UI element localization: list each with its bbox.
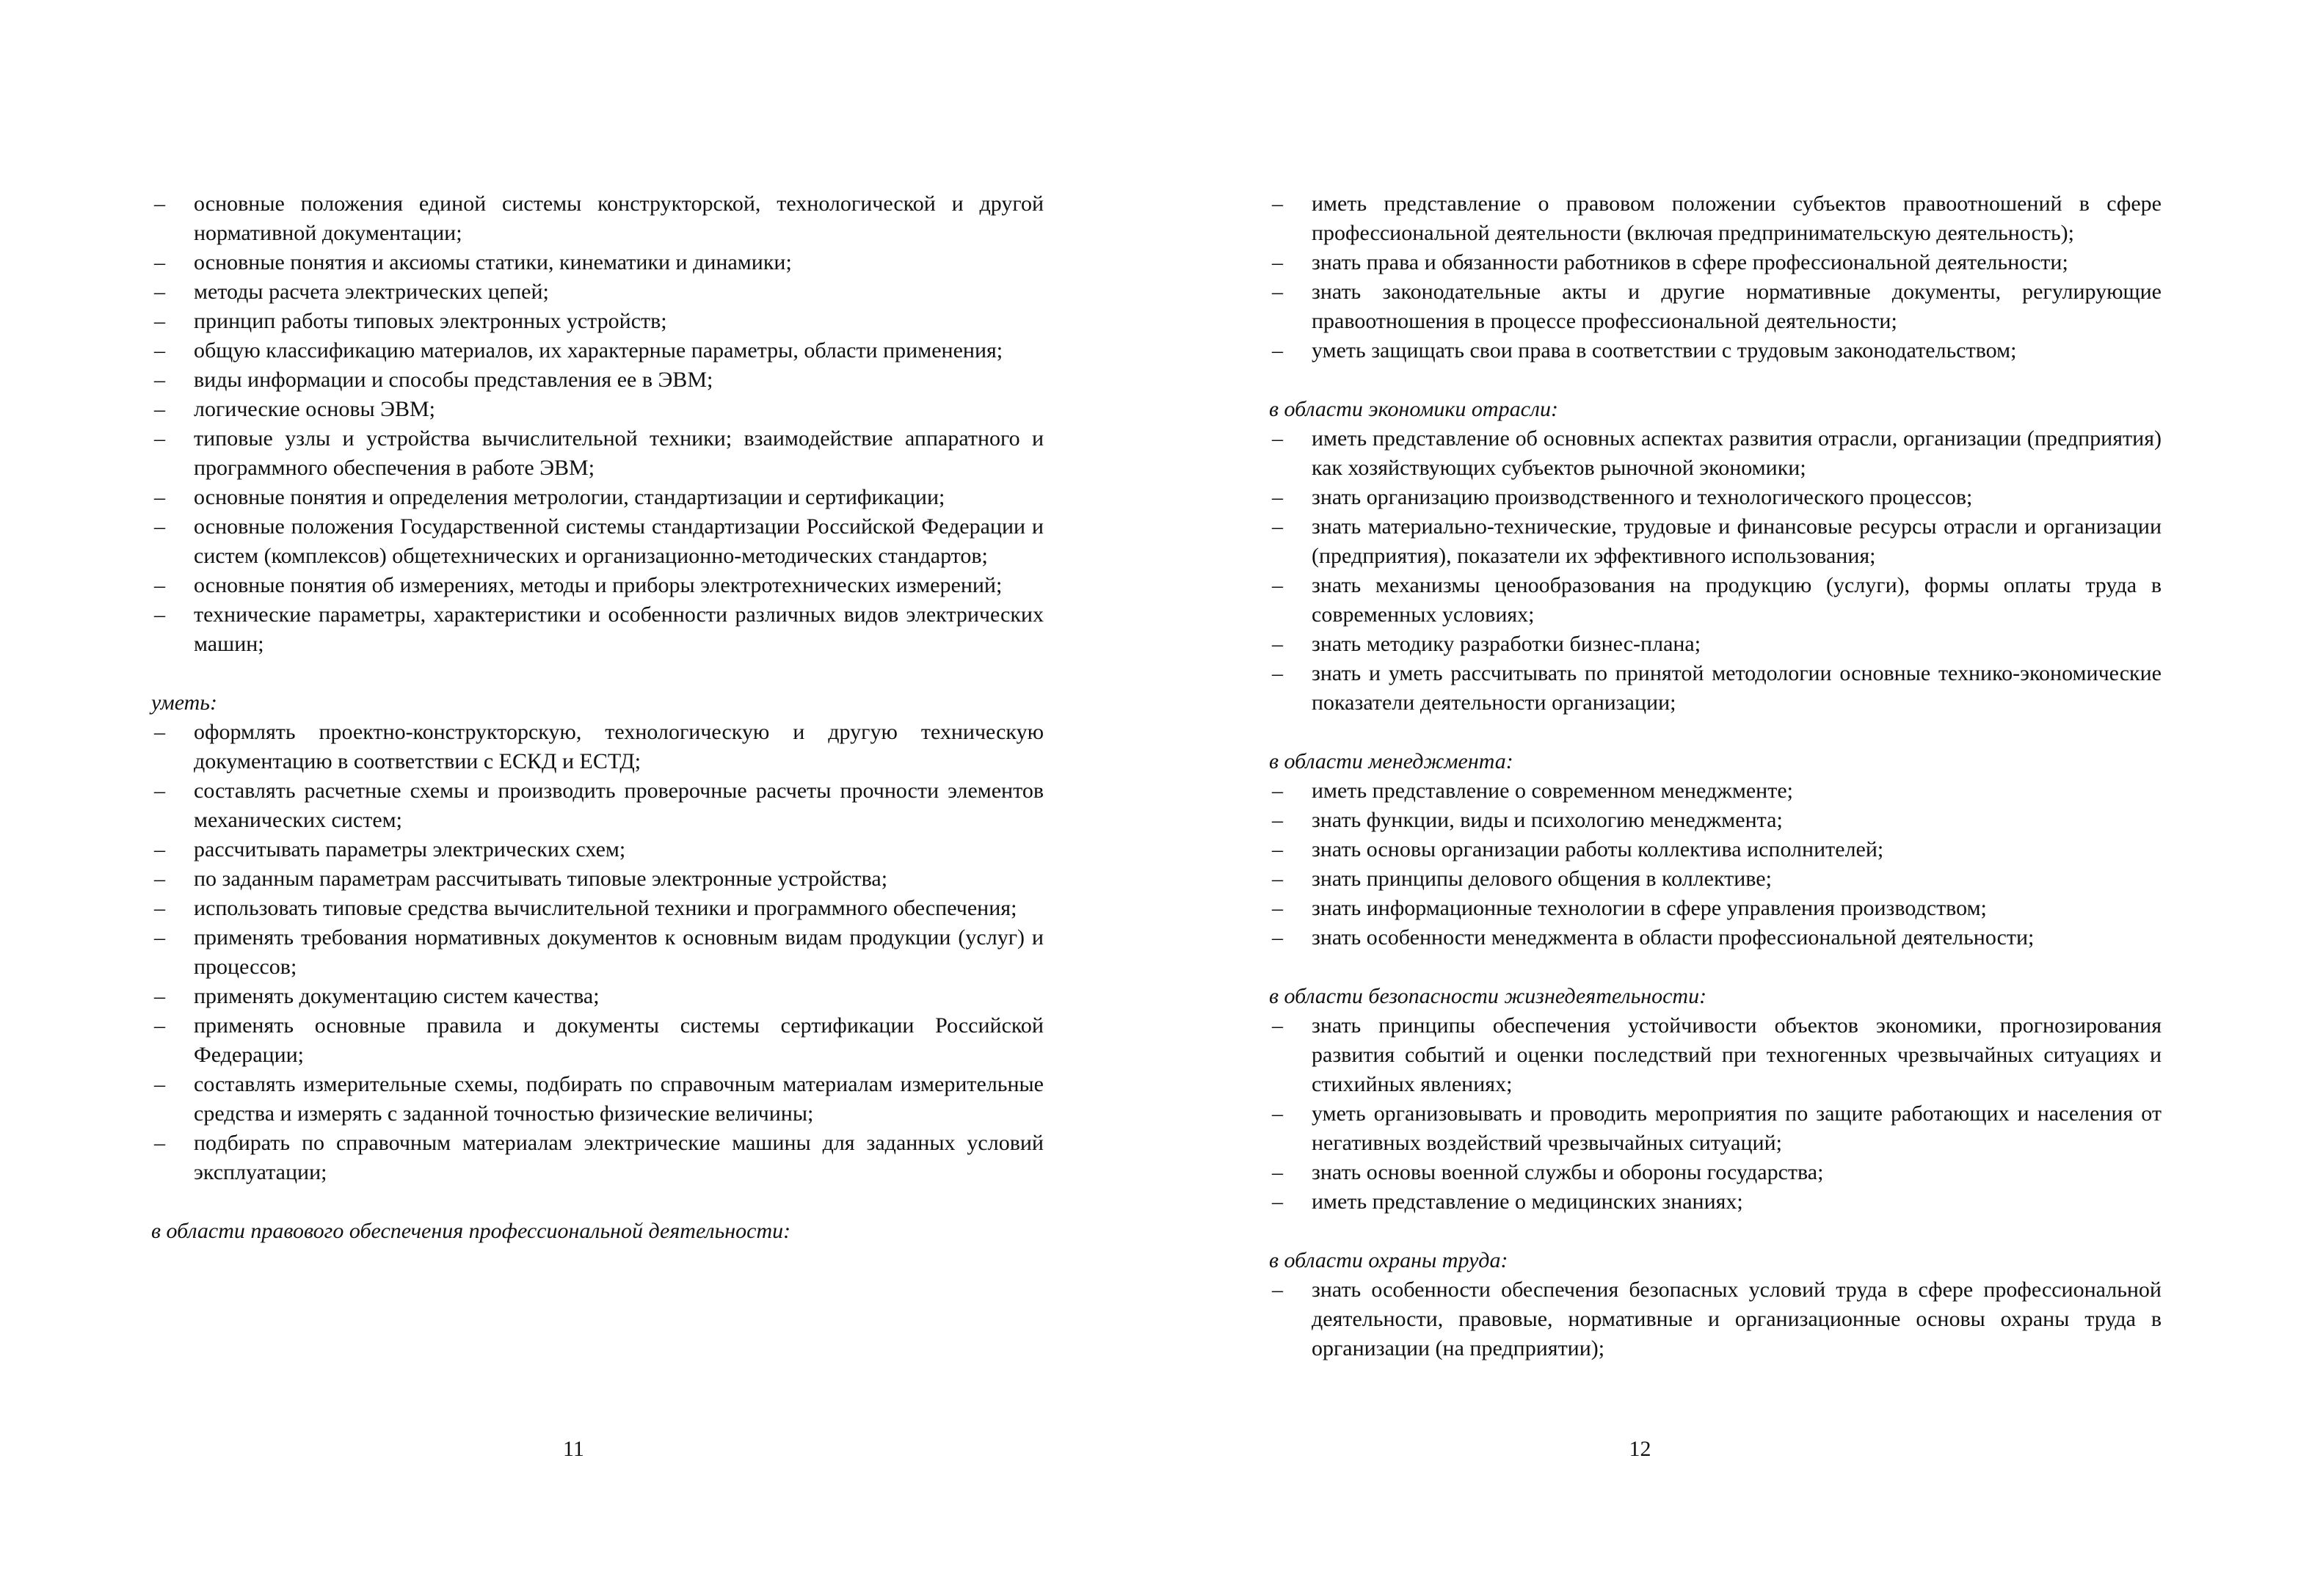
dash-bullet-icon: –: [154, 280, 165, 304]
list-item: [151, 1070, 1044, 1129]
list-item-text: знать материально-технические, трудовые и финансовые ресурсы отрасли и организации (предприятия), показатели их эффективного использования;: [1312, 514, 2162, 568]
list-item-text: использовать типовые средства вычислительной техники и программного обеспечения;: [194, 896, 1017, 920]
dash-bullet-icon: –: [154, 1013, 165, 1038]
page-number-left: 11: [563, 1437, 584, 1461]
list-item-text: виды информации и способы представления ее в ЭВМ;: [194, 368, 713, 392]
list-item-text: основные понятия и определения метрологии, стандартизации и сертификации;: [194, 485, 945, 509]
list-item: [1269, 864, 2162, 894]
section-heading: в области охраны труда:: [1269, 1248, 1508, 1272]
list-item: [151, 424, 1044, 483]
dash-bullet-icon: –: [1272, 192, 1283, 216]
dash-bullet-icon: –: [154, 779, 165, 803]
section-heading: в области менеджмента:: [1269, 749, 1513, 773]
list-item: [1269, 571, 2162, 630]
list-item: [1269, 630, 2162, 659]
dash-bullet-icon: –: [1272, 1189, 1283, 1214]
section-block: [1269, 395, 2162, 718]
section-heading: в области экономики отрасли:: [1269, 397, 1558, 421]
section-heading: в области безопасности жизнедеятельности:: [1269, 984, 1707, 1008]
list-item: [151, 512, 1044, 571]
list-item-text: технические параметры, характеристики и особенности различных видов электрических машин;: [194, 602, 1044, 656]
dash-bullet-icon: –: [154, 573, 165, 597]
list-item-text: знать методику разработки бизнес-плана;: [1312, 632, 1701, 656]
list-item: [151, 307, 1044, 336]
list-item-text: знать основы военной службы и обороны государства;: [1312, 1160, 1824, 1184]
list-item: [1269, 806, 2162, 835]
dash-bullet-icon: –: [154, 368, 165, 392]
list-item: [151, 894, 1044, 923]
list-item: [151, 277, 1044, 307]
list-item: [151, 189, 1044, 248]
dash-bullet-icon: –: [1272, 338, 1283, 362]
list-item: [1269, 835, 2162, 864]
list-item-text: иметь представление об основных аспектах развития отрасли, организации (предприятия) как хозяйствующих субъектов рыночной экономики;: [1312, 426, 2162, 480]
bullet-list: [1269, 189, 2162, 365]
list-item-text: иметь представление о медицинских знаниях;: [1312, 1189, 1743, 1214]
section-block: [1269, 982, 2162, 1217]
dash-bullet-icon: –: [1272, 632, 1283, 656]
list-item: [1269, 1011, 2162, 1099]
dash-bullet-icon: –: [154, 925, 165, 950]
bullet-list: [1269, 1011, 2162, 1217]
list-item: [1269, 248, 2162, 277]
dash-bullet-icon: –: [1272, 514, 1283, 539]
list-item-text: составлять измерительные схемы, подбирать по справочным материалам измерительные средства и измерять с заданной точностью физические величины;: [194, 1072, 1044, 1126]
list-item-text: основные понятия об измерениях, методы и приборы электротехнических измерений;: [194, 573, 1003, 597]
list-item-text: применять требования нормативных документов к основным видам продукции (услуг) и процессов;: [194, 925, 1044, 979]
list-item-text: знать функции, виды и психологию менеджмента;: [1312, 808, 1783, 832]
dash-bullet-icon: –: [154, 192, 165, 216]
list-item: [151, 483, 1044, 512]
page-right: [1156, 0, 2312, 1596]
dash-bullet-icon: –: [154, 1131, 165, 1155]
page-right-content: [1269, 189, 2162, 1363]
dash-bullet-icon: –: [1272, 485, 1283, 509]
list-item-text: иметь представление о правовом положении субъектов правоотношений в сфере профессиональной деятельности (включая предпринимательскую деятельность);: [1312, 192, 2162, 245]
list-item: [151, 1011, 1044, 1070]
dash-bullet-icon: –: [154, 867, 165, 891]
list-item: [151, 923, 1044, 982]
dash-bullet-icon: –: [154, 309, 165, 333]
dash-bullet-icon: –: [154, 514, 165, 539]
dash-bullet-icon: –: [154, 1072, 165, 1096]
dash-bullet-icon: –: [1272, 896, 1283, 920]
list-item: [151, 600, 1044, 659]
section-block: [151, 189, 1044, 659]
section-heading: уметь:: [151, 690, 217, 715]
list-item-text: знать основы организации работы коллектива исполнителей;: [1312, 837, 1884, 861]
list-item: [1269, 512, 2162, 571]
dash-bullet-icon: –: [154, 984, 165, 1008]
dash-bullet-icon: –: [154, 896, 165, 920]
list-item-text: основные положения Государственной системы стандартизации Российской Федерации и систем (комплексов) общетехнических и организационно-методических стандартов;: [194, 514, 1044, 568]
list-item-text: логические основы ЭВМ;: [194, 397, 436, 421]
list-item: [1269, 1187, 2162, 1217]
list-item: [1269, 189, 2162, 248]
dash-bullet-icon: –: [1272, 1160, 1283, 1184]
list-item-text: иметь представление о современном менеджменте;: [1312, 779, 1793, 803]
list-item: [151, 776, 1044, 835]
dash-bullet-icon: –: [154, 602, 165, 627]
dash-bullet-icon: –: [1272, 867, 1283, 891]
list-item: [151, 336, 1044, 365]
list-item-text: знать организацию производственного и технологического процессов;: [1312, 485, 1973, 509]
dash-bullet-icon: –: [1272, 779, 1283, 803]
list-item-text: принцип работы типовых электронных устройств;: [194, 309, 667, 333]
section-block: [1269, 189, 2162, 365]
list-item-text: по заданным параметрам рассчитывать типовые электронные устройства;: [194, 867, 888, 891]
list-item-text: знать законодательные акты и другие нормативные документы, регулирующие правоотношения в процессе профессиональной деятельности;: [1312, 280, 2162, 333]
list-item: [151, 395, 1044, 424]
bullet-list: [151, 718, 1044, 1187]
dash-bullet-icon: –: [1272, 1278, 1283, 1302]
dash-bullet-icon: –: [1272, 280, 1283, 304]
list-item: [1269, 923, 2162, 952]
section-block: [1269, 1246, 2162, 1363]
list-item-text: знать и уметь рассчитывать по принятой методологии основные технико-экономические показатели деятельности организации;: [1312, 661, 2162, 715]
dash-bullet-icon: –: [1272, 1101, 1283, 1126]
list-item: [151, 718, 1044, 776]
list-item-text: типовые узлы и устройства вычислительной техники; взаимодействие аппаратного и программного обеспечения в работе ЭВМ;: [194, 426, 1044, 480]
dash-bullet-icon: –: [154, 426, 165, 451]
list-item-text: оформлять проектно-конструкторскую, технологическую и другую техническую документацию в соответствии с ЕСКД и ЕСТД;: [194, 720, 1044, 773]
list-item-text: знать права и обязанности работников в сфере профессиональной деятельности;: [1312, 250, 2068, 274]
list-item-text: рассчитывать параметры электрических схем;: [194, 837, 626, 861]
list-item-text: уметь организовывать и проводить мероприятия по защите работающих и населения от негативных воздействий чрезвычайных ситуаций;: [1312, 1101, 2162, 1155]
list-item: [1269, 894, 2162, 923]
dash-bullet-icon: –: [1272, 837, 1283, 861]
list-item: [1269, 1099, 2162, 1158]
list-item: [151, 835, 1044, 864]
list-item: [151, 571, 1044, 600]
bullet-list: [1269, 424, 2162, 718]
list-item: [151, 864, 1044, 894]
dash-bullet-icon: –: [1272, 1013, 1283, 1038]
list-item-text: применять основные правила и документы системы сертификации Российской Федерации;: [194, 1013, 1044, 1067]
list-item-text: знать особенности обеспечения безопасных условий труда в сфере профессиональной деятельности, правовые, нормативные и организационные основы охраны труда в организации (на предприятии);: [1312, 1278, 2162, 1360]
section-block: [151, 688, 1044, 1187]
page-number-right: 12: [1629, 1437, 1651, 1461]
list-item-text: методы расчета электрических цепей;: [194, 280, 549, 304]
list-item-text: применять документацию систем качества;: [194, 984, 600, 1008]
list-item: [1269, 1275, 2162, 1363]
list-item: [151, 248, 1044, 277]
bullet-list: [1269, 776, 2162, 952]
list-item: [151, 365, 1044, 395]
list-item-text: знать информационные технологии в сфере управления производством;: [1312, 896, 1987, 920]
list-item-text: знать особенности менеджмента в области профессиональной деятельности;: [1312, 925, 2035, 950]
section-heading: в области правового обеспечения профессиональной деятельности:: [151, 1219, 791, 1243]
list-item-text: знать принципы делового общения в коллективе;: [1312, 867, 1772, 891]
dash-bullet-icon: –: [154, 485, 165, 509]
list-item: [1269, 659, 2162, 718]
list-item: [151, 982, 1044, 1011]
list-item: [1269, 483, 2162, 512]
dash-bullet-icon: –: [154, 837, 165, 861]
list-item: [1269, 277, 2162, 336]
list-item: [1269, 776, 2162, 806]
list-item: [151, 1129, 1044, 1187]
dash-bullet-icon: –: [1272, 426, 1283, 451]
list-item: [1269, 424, 2162, 483]
list-item-text: знать принципы обеспечения устойчивости объектов экономики, прогнозирования развития событий и оценки последствий при техногенных чрезвычайных ситуациях и стихийных явлениях;: [1312, 1013, 2162, 1096]
dash-bullet-icon: –: [1272, 661, 1283, 685]
section-block: [151, 1217, 1044, 1246]
dash-bullet-icon: –: [1272, 925, 1283, 950]
list-item-text: подбирать по справочным материалам электрические машины для заданных условий эксплуатации;: [194, 1131, 1044, 1184]
list-item-text: общую классификацию материалов, их характерные параметры, области применения;: [194, 338, 1003, 362]
list-item-text: уметь защищать свои права в соответствии с трудовым законодательством;: [1312, 338, 2017, 362]
list-item-text: основные понятия и аксиомы статики, кинематики и динамики;: [194, 250, 792, 274]
list-item-text: знать механизмы ценообразования на продукцию (услуги), формы оплаты труда в современных условиях;: [1312, 573, 2162, 627]
list-item-text: составлять расчетные схемы и производить проверочные расчеты прочности элементов механических систем;: [194, 779, 1044, 832]
list-item: [1269, 336, 2162, 365]
dash-bullet-icon: –: [1272, 573, 1283, 597]
bullet-list: [151, 189, 1044, 659]
list-item: [1269, 1158, 2162, 1187]
section-block: [1269, 747, 2162, 952]
dash-bullet-icon: –: [154, 720, 165, 744]
dash-bullet-icon: –: [154, 397, 165, 421]
dash-bullet-icon: –: [1272, 250, 1283, 274]
dash-bullet-icon: –: [154, 250, 165, 274]
list-item-text: основные положения единой системы конструкторской, технологической и другой нормативной документации;: [194, 192, 1044, 245]
page-left-content: [151, 189, 1044, 1246]
dash-bullet-icon: –: [1272, 808, 1283, 832]
dash-bullet-icon: –: [154, 338, 165, 362]
bullet-list: [1269, 1275, 2162, 1363]
